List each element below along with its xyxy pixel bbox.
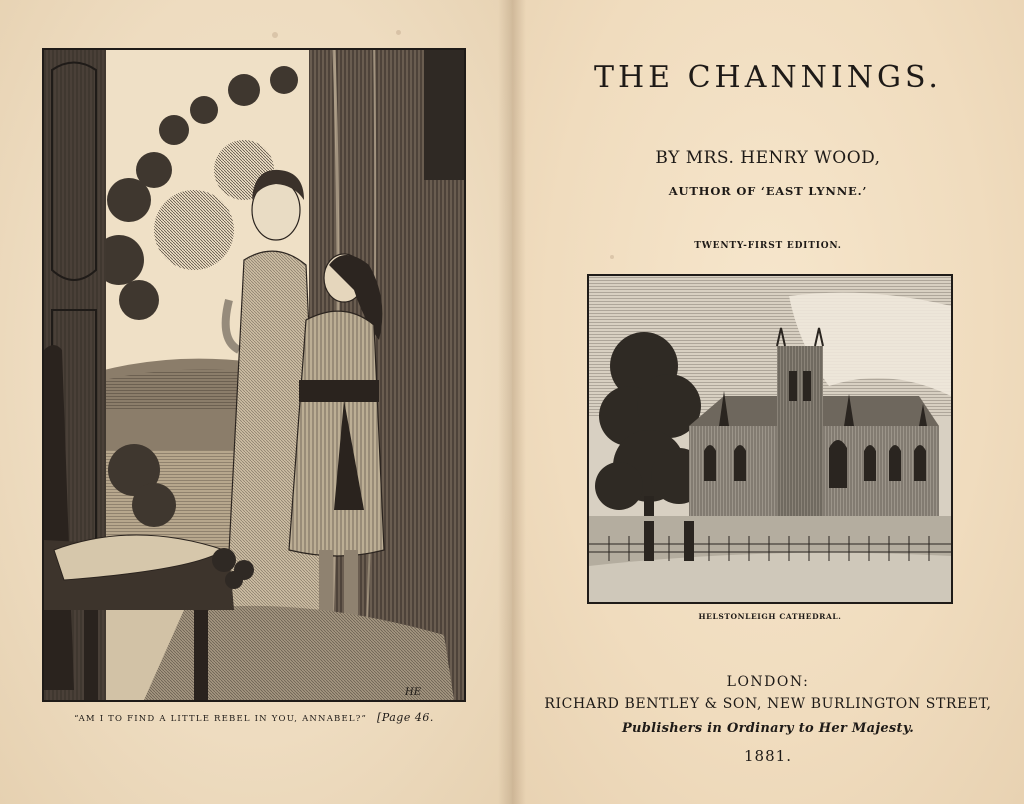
book-title: THE CHANNINGS. <box>594 60 942 95</box>
publication-year: 1881. <box>744 747 792 765</box>
edition-line: TWENTY-FIRST EDITION. <box>694 241 842 251</box>
author-line: BY MRS. HENRY WOOD, <box>655 148 881 168</box>
imprint-royal-appointment: Publishers in Ordinary to Her Majesty. <box>621 721 915 736</box>
caption-quote: “AM I TO FIND A LITTLE REBEL IN YOU, ANNABEL?” <box>74 714 368 724</box>
frontispiece-caption <box>42 711 466 724</box>
engraver-signature: HE <box>405 687 422 698</box>
imprint-city: LONDON: <box>726 674 810 690</box>
page-reference: [Page 46. <box>377 711 434 724</box>
foxing-spot <box>396 30 401 35</box>
author-credit: AUTHOR OF ‘EAST LYNNE.’ <box>668 184 868 198</box>
vignette-caption: HELSTONLEIGH CATHEDRAL. <box>698 612 842 621</box>
foxing-spot <box>272 32 278 38</box>
imprint-publisher: RICHARD BENTLEY & SON, NEW BURLINGTON STREET, <box>544 696 992 712</box>
frontispiece-illustration <box>42 48 466 702</box>
cathedral-illustration <box>587 274 953 604</box>
foxing-spot <box>610 255 614 259</box>
